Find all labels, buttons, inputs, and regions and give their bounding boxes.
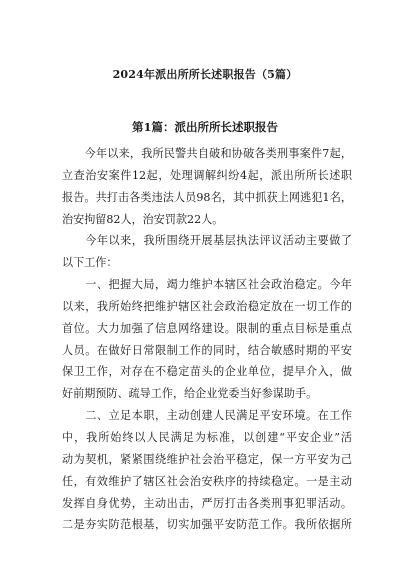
- text-line: 任，有效维护了辖区社会治安秩序的持续稳定。一是主动: [62, 474, 352, 488]
- text-line: 治安拘留82人，治安罚款22人。: [62, 212, 224, 226]
- text-line: 二、立足本职，主动创建人民满足平安环境。在工作: [62, 409, 352, 423]
- text-line: 报告。共打击各类违法人员98名，其中抓获上网逃犯1名，: [62, 190, 352, 204]
- text-line: 以来，我所始终把维护辖区社会政治稳定放在一切工作的: [62, 299, 352, 313]
- text-line: 中，我所始终以人民满足为标准，以创建“平安企业”活: [62, 430, 352, 444]
- section-heading: 第1篇：派出所所长述职报告: [131, 120, 278, 134]
- text-line: 以下工作：: [62, 256, 118, 270]
- text-line: 人员。在做好日常限制工作的同时，结合敏感时期的平安: [62, 343, 352, 357]
- text-line: 二是夯实防范根基，切实加强平安防范工作。我所依据所: [62, 518, 352, 532]
- document-title: 2024年派出所所长述职报告（5篇）: [112, 68, 298, 81]
- text-line: 今年以来，我所围绕开展基层执法评议活动主要做了: [62, 234, 352, 248]
- text-line: 今年以来，我所民警共自破和协破各类刑事案件7起，: [62, 147, 352, 160]
- text-line: 动为契机，紧紧围绕维护社会治平稳定，保一方平安为己: [62, 452, 352, 466]
- body-text: [62, 143, 352, 536]
- text-line: 保卫工作，对存在不稳定苗头的企业单位，提早介入，做: [62, 365, 352, 379]
- text-line: 立查治安案件12起，处理调解纠纷4起，派出所所长述职: [62, 168, 352, 182]
- text-line: 好前期预防、疏导工作，给企业党委当好参谋助手。: [62, 387, 318, 401]
- text-line: 发挥自身优势，主动出击，严厉打击各类刑事犯罪活动。: [62, 496, 352, 510]
- text-line: 首位。大力加强了信息网络建设。限制的重点目标是重点: [62, 321, 352, 335]
- text-line: 一、把握大局，竭力维护本辖区社会政治稳定。今年: [62, 278, 352, 292]
